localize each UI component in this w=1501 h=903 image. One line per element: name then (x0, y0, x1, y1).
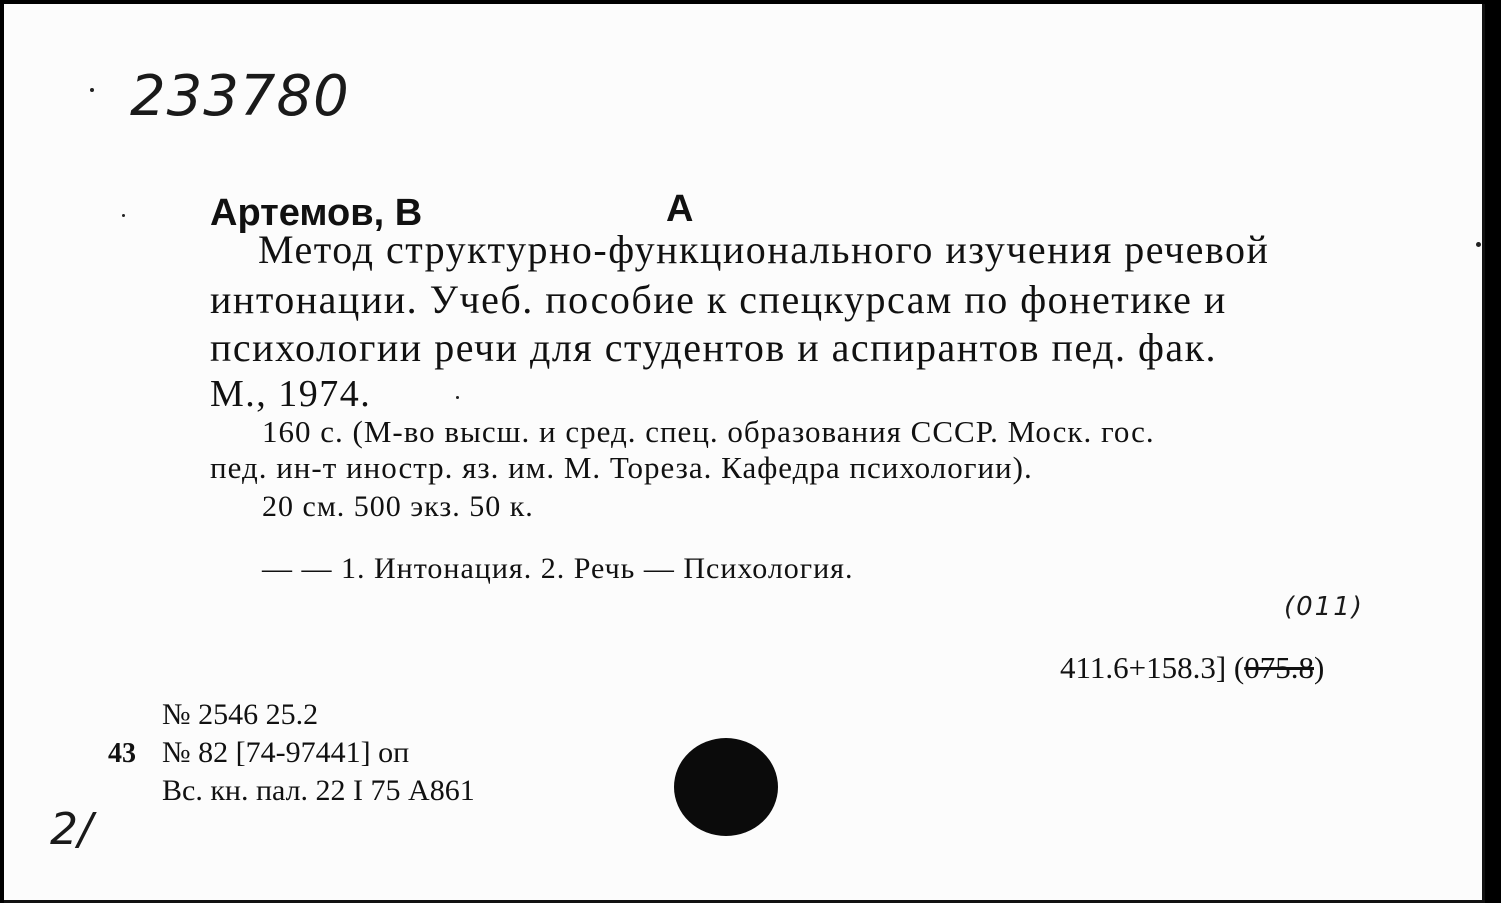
registry-line: № 82 [74-97441] оп (162, 736, 410, 769)
classification-close: ) (1313, 650, 1325, 685)
description-line: 20 см. 500 экз. 50 к. (262, 490, 534, 523)
classification-old: 075.8 (1244, 650, 1314, 685)
speck (122, 214, 125, 217)
publication-info: М., 1974. (210, 373, 372, 415)
description-line: 160 с. (М-во высш. и сред. спец. образования СССР. Моск. гос. (262, 414, 1155, 449)
title-line: психологии речи для студентов и аспирантов пед. фак. (210, 325, 1218, 370)
handwritten-mark: 2/ (50, 804, 93, 855)
description-line: пед. ин-т иностр. яз. им. М. Тореза. Кафедра психологии). (210, 450, 1033, 485)
author-name: Артемов, В (210, 192, 423, 234)
classification-number (1060, 650, 1324, 686)
subject-headings: — — 1. Интонация. 2. Речь — Психология. (262, 552, 854, 585)
speck (456, 396, 459, 399)
registry-line: Вс. кн. пал. 22 I 75 А861 (162, 774, 475, 807)
author-initial: А (666, 188, 694, 230)
speck (90, 88, 94, 92)
registry-line: № 2546 25.2 (162, 698, 319, 731)
punch-hole (674, 738, 778, 836)
classification-main: 411.6+158.3] ( (1060, 650, 1245, 685)
title-line: Метод структурно-функционального изучения речевой (258, 227, 1270, 272)
speck (1476, 242, 1481, 247)
title-line: интонации. Учеб. пособие к спецкурсам по фонетике и (210, 277, 1227, 322)
handwritten-note: (011) (1284, 592, 1364, 622)
card-paper (4, 4, 1485, 903)
lot-number: 43 (108, 738, 136, 769)
accession-number: 233780 (130, 64, 350, 129)
